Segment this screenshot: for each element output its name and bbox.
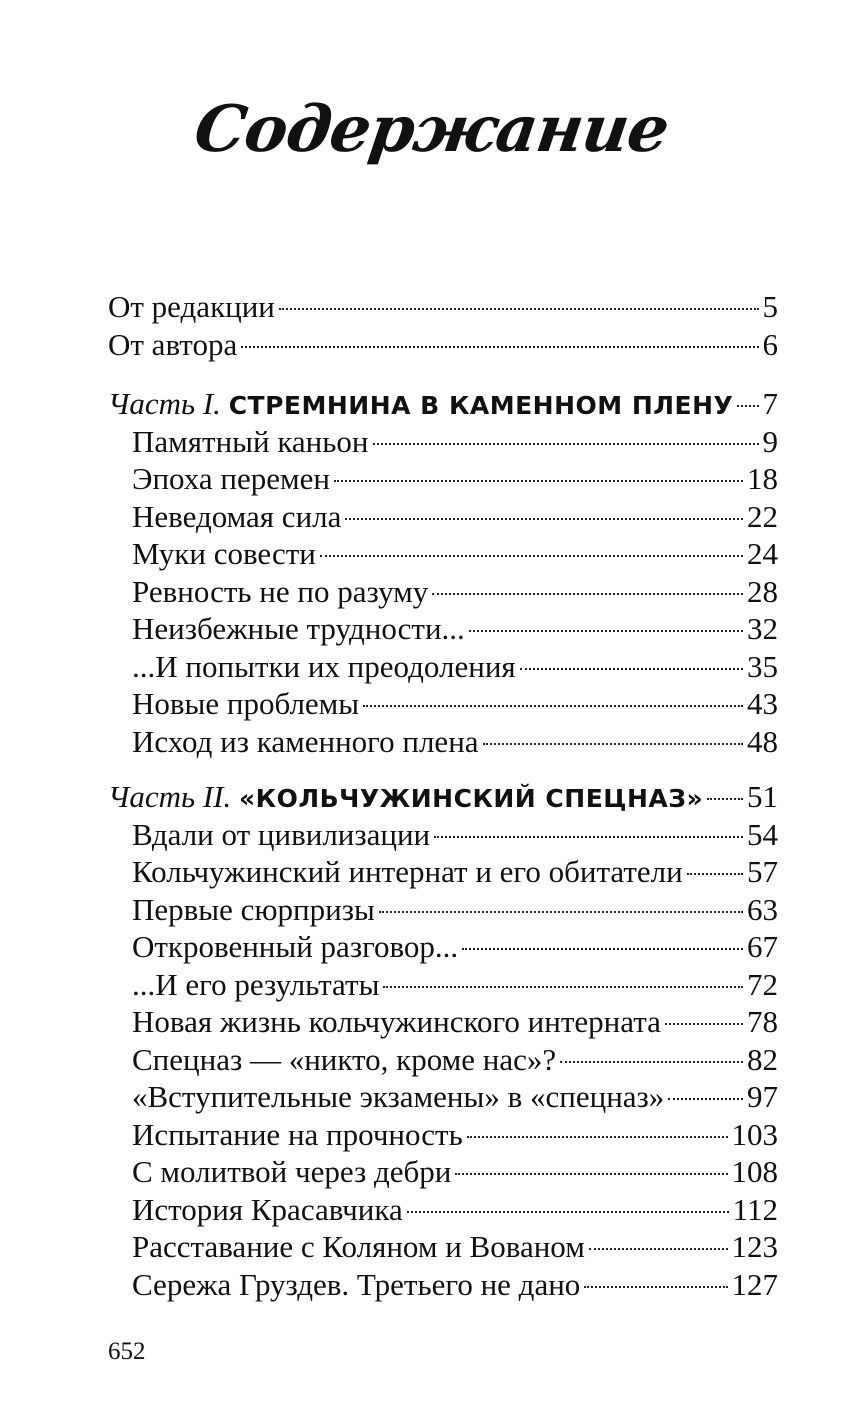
toc-entry-page: 67 [747,929,778,964]
dot-leader [469,630,743,632]
dot-leader [687,873,743,875]
toc-chapter-entry[interactable] [108,1266,778,1304]
dot-leader [483,743,743,745]
toc-entry-page: 7 [762,386,778,421]
dot-leader [432,593,743,595]
toc-chapter-entry[interactable] [108,535,778,573]
toc-entry-label: Спецназ — «никто, кроме нас»? [132,1041,557,1077]
toc-entry-label: Первые сюрпризы [132,891,375,927]
toc-chapter-entry[interactable] [108,1228,778,1266]
toc-entry-page: 22 [747,498,778,534]
toc-entry-label: Новые проблемы [132,686,360,721]
dot-leader [455,1173,727,1175]
toc-entry-page: 24 [747,536,778,571]
toc-chapter-entry[interactable] [108,1041,778,1079]
toc-entry-page: 72 [747,966,778,1002]
toc-entry-page: 51 [747,779,778,814]
page-number: 652 [108,1338,146,1365]
dot-leader [467,1136,728,1138]
toc-entry-label: ...И попытки их преодоления [132,648,516,684]
toc-entry-label: Расставание с Коляном и Вованом [132,1229,585,1264]
dot-leader [584,1286,727,1288]
dot-leader [707,798,743,800]
page-title: Содержание [189,92,674,167]
toc-entry-label: Откровенный разговор... [132,929,459,964]
toc-entry-page: 112 [732,1191,778,1227]
toc-entry-label: Эпоха перемен [132,461,330,496]
toc-entry-page: 48 [747,723,778,759]
toc-entry-label: С молитвой через дебри [132,1154,452,1189]
toc-chapter-entry[interactable] [108,460,778,498]
dot-leader [279,308,759,310]
dot-leader [334,480,743,482]
toc-chapter-entry[interactable] [108,966,778,1004]
toc-entry-page: 9 [762,423,778,459]
toc-entry-page: 32 [747,611,778,646]
dot-leader [363,705,743,707]
part-title: СТРЕМНИНА В КАМЕННОМ ПЛЕНУ [228,391,734,420]
toc-entry-page: 6 [762,326,778,362]
toc-chapter-entry[interactable] [108,423,778,461]
toc-chapter-entry[interactable] [108,816,778,854]
toc-entry-page: 108 [731,1154,778,1189]
toc-entry-label: От автора [108,326,238,362]
dot-leader [407,1211,729,1213]
dot-leader [462,948,743,950]
toc-entry-page: 28 [747,573,778,609]
dot-leader [665,1023,743,1025]
toc-entry-page: 82 [747,1041,778,1077]
toc-entry-label: От редакции [108,289,275,324]
dot-leader [345,518,743,520]
dot-leader [589,1248,728,1250]
table-of-contents [108,288,778,1303]
dot-leader [241,346,758,348]
toc-entry-page: 5 [762,289,778,324]
dot-leader [737,405,758,407]
toc-chapter-entry[interactable] [108,685,778,723]
toc-entry-page: 97 [747,1079,778,1114]
toc-entry-label: ...И его результаты [132,966,380,1002]
toc-entry-page: 18 [747,461,778,496]
toc-chapter-entry[interactable] [108,1191,778,1229]
dot-leader [668,1098,743,1100]
toc-entry-page: 123 [731,1229,778,1264]
dot-leader [434,836,743,838]
toc-entry-label: Кольчужинский интернат и его обитатели [132,854,683,889]
toc-entry-page: 54 [747,816,778,852]
part-title: «КОЛЬЧУЖИНСКИЙ СПЕЦНАЗ» [239,784,704,813]
toc-entry-label: Исход из каменного плена [132,723,479,759]
toc-entry-label: «Вступительные экзамены» в «спецназ» [132,1079,665,1114]
toc-entry-label: Ревность не по разуму [132,573,429,609]
toc-entry-page: 78 [747,1004,778,1039]
toc-entry-label: Сережа Груздев. Третьего не дано [132,1266,581,1302]
toc-entry-editorial[interactable] [108,288,778,326]
toc-entry-label: Неизбежные трудности... [132,611,465,646]
toc-chapter-entry[interactable] [108,498,778,536]
dot-leader [320,555,743,557]
toc-entry-label: Вдали от цивилизации [132,816,431,852]
toc-chapter-entry[interactable] [108,1153,778,1191]
toc-entry-page: 57 [747,854,778,889]
toc-entry-author[interactable] [108,326,778,364]
dot-leader [520,668,743,670]
toc-entry-page: 103 [731,1116,778,1152]
toc-chapter-entry[interactable] [108,891,778,929]
toc-entry-label: Испытание на прочность [132,1116,463,1152]
toc-chapter-entry[interactable] [108,853,778,891]
toc-entry-page: 63 [747,891,778,927]
toc-part-heading-1[interactable] [108,385,778,423]
dot-leader [383,986,743,988]
toc-entry-page: 43 [747,686,778,721]
part-prefix: Часть I. [108,386,221,421]
toc-entry-page: 35 [747,648,778,684]
toc-chapter-entry[interactable] [108,1116,778,1154]
toc-chapter-entry[interactable] [108,648,778,686]
dot-leader [379,911,743,913]
toc-chapter-entry[interactable] [108,1078,778,1116]
toc-chapter-entry[interactable] [108,928,778,966]
toc-entry-label: История Красавчика [132,1191,403,1227]
dot-leader [373,443,759,445]
toc-chapter-entry[interactable] [108,573,778,611]
toc-entry-page: 127 [731,1266,778,1302]
toc-chapter-entry[interactable] [108,1003,778,1041]
dot-leader [560,1061,743,1063]
part-prefix: Часть II. [108,779,232,814]
toc-part-heading-2[interactable] [108,778,778,816]
toc-entry-label: Новая жизнь кольчужинского интерната [132,1004,661,1039]
toc-entry-label: Памятный каньон [132,423,369,459]
toc-chapter-entry[interactable] [108,723,778,761]
toc-chapter-entry[interactable] [108,610,778,648]
toc-entry-label: Муки совести [132,536,316,571]
toc-entry-label: Неведомая сила [132,498,342,534]
